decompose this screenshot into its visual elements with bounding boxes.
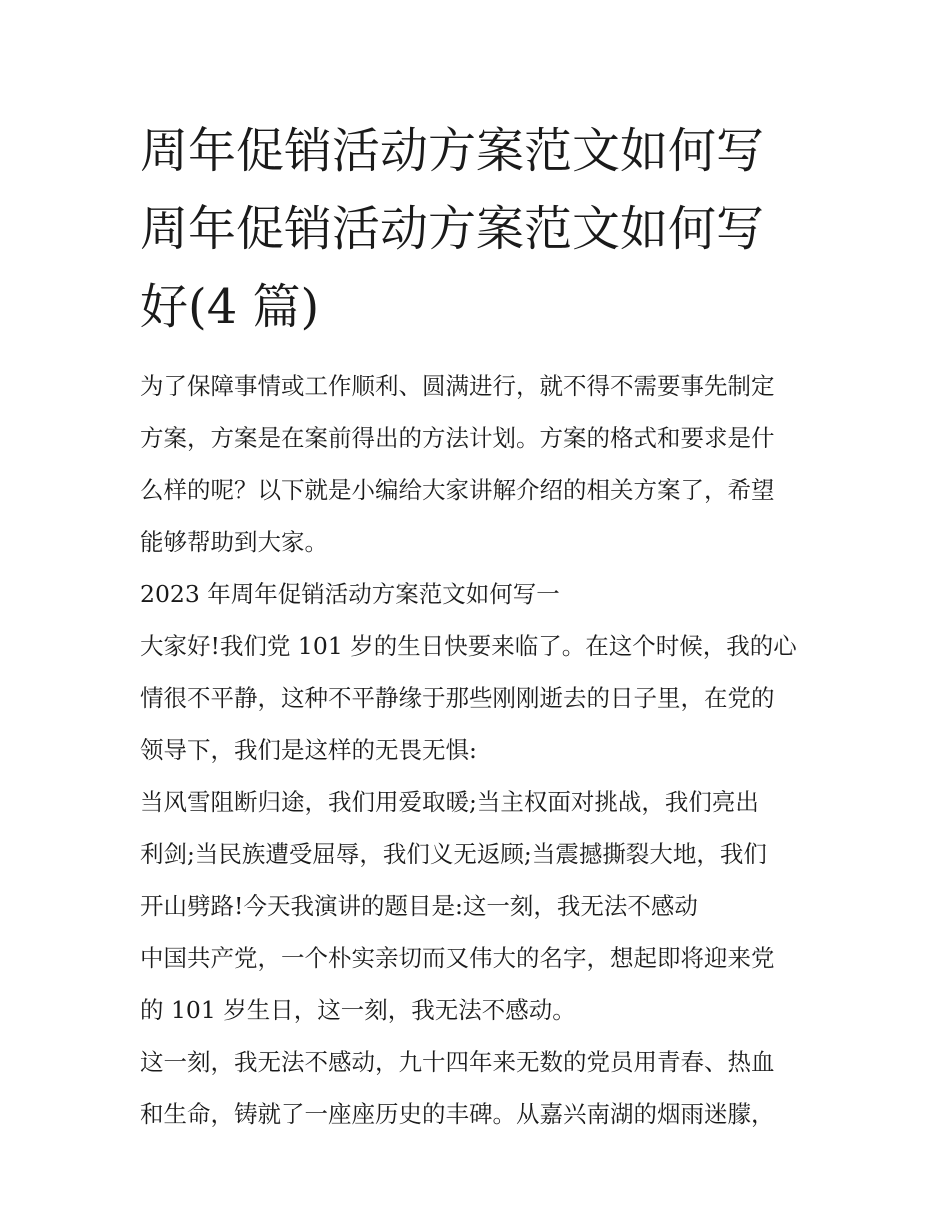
text-line: 情很不平静，这种不平静缘于那些刚刚逝去的日子里，在党的: [140, 684, 775, 712]
text-line: 方案，方案是在案前得出的方法计划。方案的格式和要求是什: [140, 424, 775, 452]
text-line: 这一刻，我无法不感动，九十四年来无数的党员用青春、热血: [140, 1048, 775, 1076]
body-paragraph: [140, 932, 815, 1036]
document-title: [140, 112, 815, 346]
text-line: 中国共产党，一个朴实亲切而又伟大的名字，想起即将迎来党: [140, 944, 775, 972]
body-paragraph: [140, 1036, 815, 1140]
text-line: 领导下，我们是这样的无畏无惧:: [140, 736, 477, 764]
text-line: 的 101 岁生日，这一刻，我无法不感动。: [140, 996, 576, 1024]
text-line: 当风雪阻断归途，我们用爱取暖;当主权面对挑战，我们亮出: [140, 788, 759, 816]
text-line: 大家好!我们党 101 岁的生日快要来临了。在这个时候，我的心: [140, 632, 797, 660]
text-line: 和生命，铸就了一座座历史的丰碑。从嘉兴南湖的烟雨迷朦，: [140, 1100, 775, 1128]
body-paragraph: [140, 776, 815, 932]
text-line: 么样的呢？以下就是小编给大家讲解介绍的相关方案了，希望: [140, 476, 775, 504]
body-paragraph: [140, 620, 815, 776]
text-line: 开山劈路!今天我演讲的题目是:这一刻，我无法不感动: [140, 892, 698, 920]
text-line: 能够帮助到大家。: [140, 528, 328, 556]
text-line: 利剑;当民族遭受屈辱，我们义无返顾;当震撼撕裂大地，我们: [140, 840, 767, 868]
text-line: 为了保障事情或工作顺利、圆满进行，就不得不需要事先制定: [140, 372, 775, 400]
title-line: 周年促销活动方案范文如何写: [140, 123, 765, 179]
document-page: [140, 112, 815, 1140]
intro-paragraph: [140, 360, 815, 568]
title-line: 好(4 篇): [140, 279, 320, 335]
section-heading: [140, 568, 815, 620]
title-line: 周年促销活动方案范文如何写: [140, 201, 765, 257]
text-line: 2023 年周年促销活动方案范文如何写一: [140, 580, 560, 608]
document-body: [140, 360, 815, 1140]
